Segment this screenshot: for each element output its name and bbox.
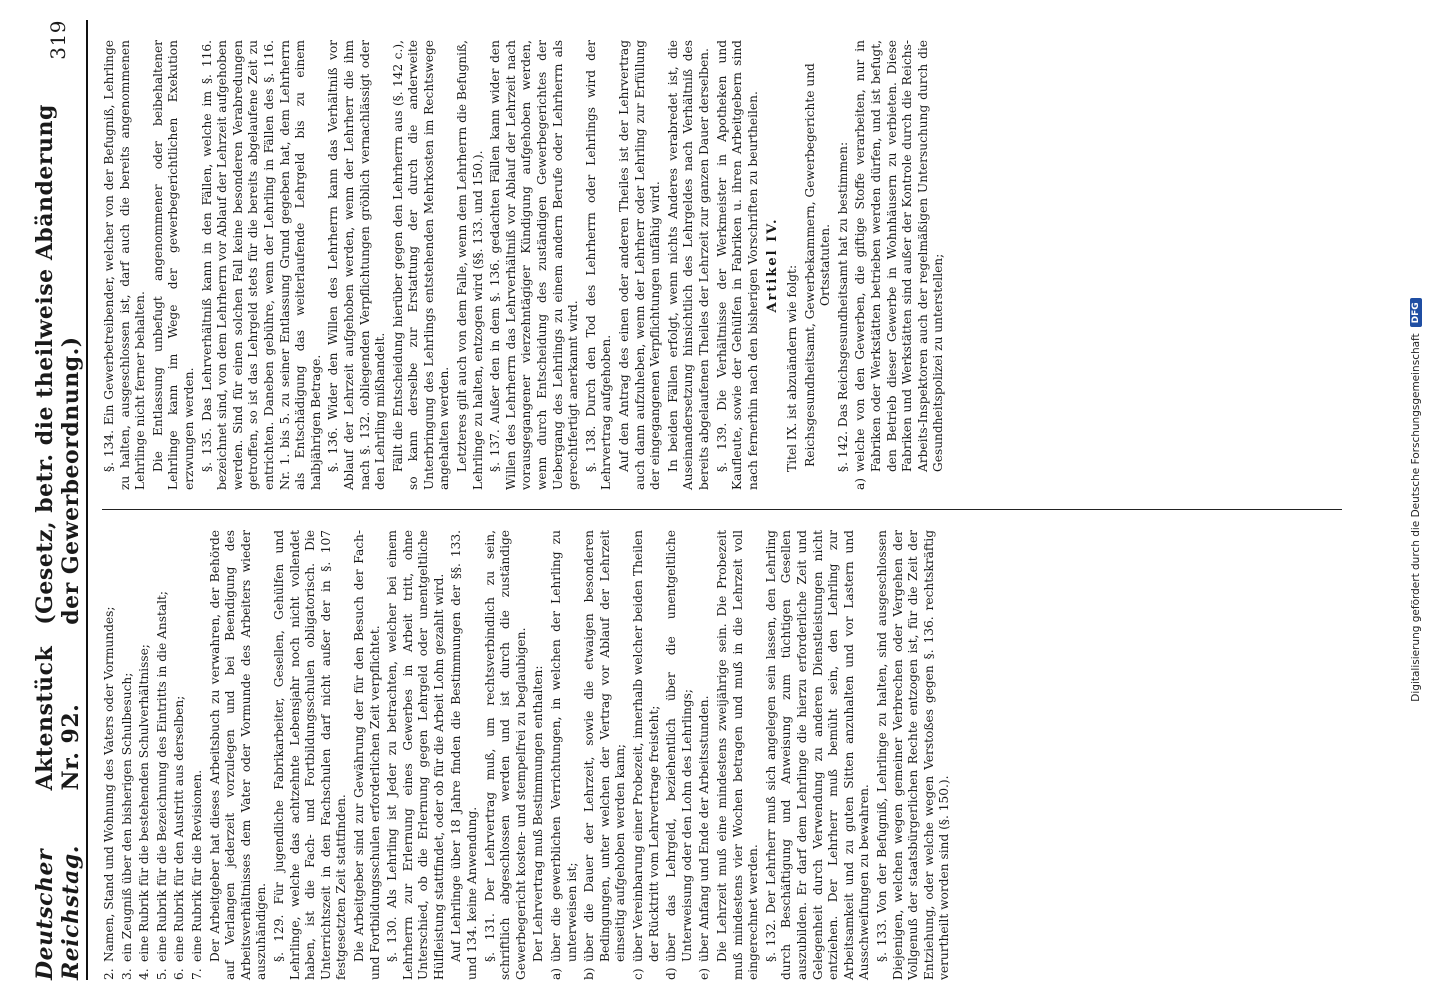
list-item — [120, 530, 136, 980]
item-label: a) — [853, 477, 868, 490]
paragraph: Letzteres gilt auch von dem Falle, wenn dem Lehrherrn die Befugniß, Lehrlinge zu halten, entzogen wird (§§. 133. und 150.). — [455, 40, 485, 490]
credit-strip — [1406, 0, 1426, 1000]
list-item — [582, 530, 629, 980]
page-header — [30, 20, 88, 980]
item-text: eine Rubrik für die bestehenden Schulverhältnisse; — [137, 644, 152, 962]
section-title: Reichsgesundheitsamt, Gewerbekammern, Gewerbegerichte und Ortsstatuten. — [802, 63, 833, 467]
credit-text: Digitalisierung gefördert durch die Deutsche Forschungsgemeinschaft — [1410, 333, 1422, 702]
list-item — [137, 530, 153, 980]
list-item — [853, 40, 947, 490]
paragraph: Fällt die Entscheidung hierüber gegen den Lehrherrn aus (§. 142 c.), so kann derselbe zur Erstattung der durch die anderweite Unterbringung des Lehrlings entstehenden Mehrkosten im Rechtswege angehalten werden. — [390, 40, 452, 490]
paragraph: Der Arbeitgeber hat dieses Arbeitsbuch zu verwahren, der Behörde auf Verlangen jederzeit vorzulegen und bei Beendigung des Arbeitsverhältnisses dem Vater oder Vormunde des Arbeiters wieder auszuhändigen. — [207, 530, 269, 980]
item-label: 6. — [172, 968, 187, 980]
list-item — [549, 530, 580, 980]
item-text: welche von den Gewerben, die giftige Stoffe verarbeiten, nur in Fabriken oder Werkstätten betrieben werden dürfen, und ist befugt, den Betrieb dieser Gewerbe in Wohnhäusern zu verbieten. Diese Fabriken und Werkstätten sind außer der Kontrole durch die Reichs-Arbeits-Inspektoren auch der regelmäßigen Untersuchung durch die Gesundheitspolizei zu unterstellen; — [853, 40, 946, 472]
list-item — [155, 530, 171, 980]
item-label: d) — [664, 967, 679, 980]
right-column — [102, 40, 1362, 490]
item-text: über Anfang und Ende der Arbeitsstunden. — [697, 695, 712, 962]
paragraph: Der Lehrvertrag muß Bestimmungen enthalten: — [531, 665, 546, 962]
header-right: (Gesetz, betr. die theilweise Abänderung der Gewerbeordnung.) — [32, 104, 84, 625]
item-label: 3. — [119, 968, 134, 980]
list-item — [664, 530, 695, 980]
item-text: eine Rubrik für den Austritt aus derselben; — [172, 695, 187, 962]
item-label: 5. — [154, 968, 169, 980]
paragraph: In beiden Fällen erfolgt, wenn nichts Anderes verabredet ist, die Auseinandersetzung hinsichtlich des Lehrgeldes nach Verhältniß des bereits abgelaufenen Theiles der Lehrzeit zur ganzen Dauer derselben. — [665, 40, 711, 490]
column-divider — [102, 509, 1342, 510]
paragraph: §. 139. Die Verhältnisse der Werkmeister in Apotheken und Kaufleute, sowie der Gehülfen in Fabriken u. ihren Arbeitgebern sind nach fernerhin nach den bisherigen Vorschriften zu beurtheilen. — [714, 40, 760, 490]
item-label: b) — [582, 967, 597, 980]
item-text: ein Zeugniß über den bisherigen Schulbesuch; — [119, 672, 134, 962]
paragraph: §. 130. Als Lehrling ist Jeder zu betrachten, welcher bei einem Lehrherrn zur Erlernung eines Gewerbes in Arbeit tritt, ohne Unterschied, ob die Erlernung gegen Lehrgeld oder unentgeltliche Hülfleistung stattfindet, oder ob für die Arbeit Lohn gezahlt wird. — [385, 530, 446, 980]
list-item — [102, 530, 118, 980]
item-label: 4. — [137, 968, 152, 980]
paragraph: Die Arbeitgeber sind zur Gewährung der für den Besuch der Fach- und Fortbildungsschulen erforderlichen Zeit verpflichtet. — [351, 530, 382, 980]
paragraph: §. 142. Das Reichsgesundheitsamt hat zu bestimmen: — [835, 141, 850, 472]
item-label: 2. — [102, 968, 116, 980]
item-label: a) — [549, 967, 564, 980]
item-label: c) — [631, 968, 645, 980]
list-item — [697, 530, 713, 980]
paragraph: §. 134. Ein Gewerbetreibender, welcher von der Befugniß, Lehrlinge zu halten, ausgeschlossen ist, darf auch die bereits angenommenen Lehrlinge nicht ferner behalten. — [102, 40, 148, 490]
rotated-page-content — [22, 20, 1382, 980]
paragraph: §. 133. Von der Befugniß, Lehrlinge zu halten, sind ausgeschlossen Diejenigen, welchen wegen gemeiner Verbrechen oder Vergehen der Vollgenuß der staatsbürgerlichen Rechte entzogen ist, für die Zeit der Entziehung, oder welche wegen Verstoßes gegen §. 136. rechtskräftig verurtheilt worden sind (§. 150.). — [874, 530, 952, 980]
paragraph: §. 132. Der Lehrherr muß sich angelegen sein lassen, den Lehrling durch Beschäftigung und Anweisung zum tüchtigen Gesellen auszubilden. Er darf dem Lehrlinge die hierzu erforderliche Zeit und Gelegenheit durch Verwendung zu anderen Dienstleistungen nicht entziehen. Der Lehrherr muß bemüht sein, den Lehrling zur Arbeitsamkeit und zu guten Sitten anzuhalten und vor Lastern und Ausschweifungen zu bewahren. — [763, 530, 872, 980]
header-middle: Aktenstück Nr. 92. — [32, 645, 84, 791]
paragraph: Die Lehrzeit muß eine mindestens zweijährige sein. Die Probezeit muß mindestens vier Wochen betragen und muß in die Lehrzeit voll eingerechnet werden. — [714, 530, 761, 980]
paragraph: Auf den Antrag des einen oder anderen Theiles ist der Lehrvertrag auch dann aufzuheben, wenn der Lehrherr oder Lehrling zur Erfüllung der eingegangenen Verpflichtungen unfähig wird. — [617, 40, 663, 490]
list-item — [172, 530, 188, 980]
paragraph: §. 131. Der Lehrvertrag muß, um rechtsverbindlich zu sein, schriftlich abgeschlossen werden und ist durch die zuständige Gewerbegericht kosten- und stempelfrei zu beglaubigen. — [482, 530, 528, 980]
paragraph: Titel IX. ist abzuändern wie folgt: — [784, 264, 799, 472]
header-left: Deutscher Reichstag. — [32, 845, 84, 980]
left-column — [102, 530, 1362, 980]
item-label: 7. — [189, 968, 204, 980]
article-heading: Artikel IV. — [765, 217, 781, 313]
paragraph: §. 137. Außer den in dem §. 136. gedachten Fällen kann wider den Willen des Lehrherrn das Lehrverhältniß vor Ablauf der Lehrzeit nach vorausgegangener vierzehntägiger Kündigung aufgehoben werden, wenn durch Entscheidung des zuständigen Gewerbegerichtes der Uebergang des Lehrlings zu einem andern Berufe oder Lehrherrn als gerechtfertigt anerkannt wird. — [488, 40, 581, 490]
item-text: über die gewerblichen Verrichtungen, in welchen der Lehrling zu unterweisen ist; — [549, 530, 579, 962]
paragraph: Die Entlassung unbefugt angenommener oder beibehaltener Lehrlinge kann im Wege der gewerbegerichtlichen Exekution erzwungen werden. — [150, 40, 196, 490]
paragraph: Auf Lehrlinge über 18 Jahre finden die Bestimmungen der §§. 133. und 134. keine Anwendung. — [449, 530, 480, 980]
paragraph: §. 129. Für jugendliche Fabrikarbeiter, Gesellen, Gehülfen und Lehrlinge, welche das achtzehnte Lebensjahr noch nicht vollendet haben, ist die Fach- und Fortbildungsschulen obligatorisch. Die Unterrichtszeit in den Fachschulen darf nicht außer der in §. 107 festgesetzten Zeit stattfinden. — [271, 530, 349, 980]
item-text: eine Rubrik für die Bezeichnung des Eintritts in die Anstalt; — [154, 590, 169, 962]
paragraph: §. 138. Durch den Tod des Lehrherrn oder Lehrlings wird der Lehrvertrag aufgehoben. — [583, 40, 614, 490]
paragraph: §. 136. Wider den Willen des Lehrherrn kann das Verhältniß vor Ablauf der Lehrzeit aufgehoben werden, wenn der Lehrherr die ihm nach §. 132. obliegenden Verpflichtungen gröblich vernachlässigt oder den Lehrling mißhandelt. — [326, 40, 388, 490]
item-text: über die Dauer der Lehrzeit, sowie die etwaigen besonderen Bedingungen, unter welchen der Vertrag vor Ablauf der Lehrzeit einseitig aufgehoben werden kann; — [582, 530, 628, 962]
paragraph: §. 135. Das Lehrverhältniß kann in den Fällen, welche im §. 116. bezeichnet sind, von dem Lehrherrn vor Ablauf der Lehrzeit aufgehoben werden. Sind für einen solchen Fall keine besonderen Verabredungen getroffen, so ist das Lehrgeld stets für die bereits abgelaufene Zeit zu entrichten. Daneben gebühre, wenn der Lehrling in Fällen des §. 116. Nr. 1. bis 5. zu seiner Entlassung Grund gegeben hat, dem Lehrherrn als Entschädigung das weiterlaufende Lehrgeld bis zu einem halbjährigen Betrage. — [199, 40, 323, 490]
item-text: eine Rubrik für die Revisionen. — [189, 769, 204, 962]
list-item — [190, 530, 206, 980]
item-text: Namen, Stand und Wohnung des Vaters oder Vormundes; — [102, 606, 116, 962]
item-text: über Vereinbarung einer Probezeit, innerhalb welcher beiden Theilen der Rücktritt vom Lehrvertrage freisteht; — [631, 530, 661, 962]
dfg-logo: DFG — [1410, 298, 1422, 327]
item-label: e) — [697, 968, 712, 980]
page-number: 319 — [46, 20, 70, 60]
item-text: über das Lehrgeld, beziehentlich über die unentgeltliche Unterweisung oder den Lohn des Lehrlings; — [664, 530, 694, 962]
list-item — [631, 530, 662, 980]
